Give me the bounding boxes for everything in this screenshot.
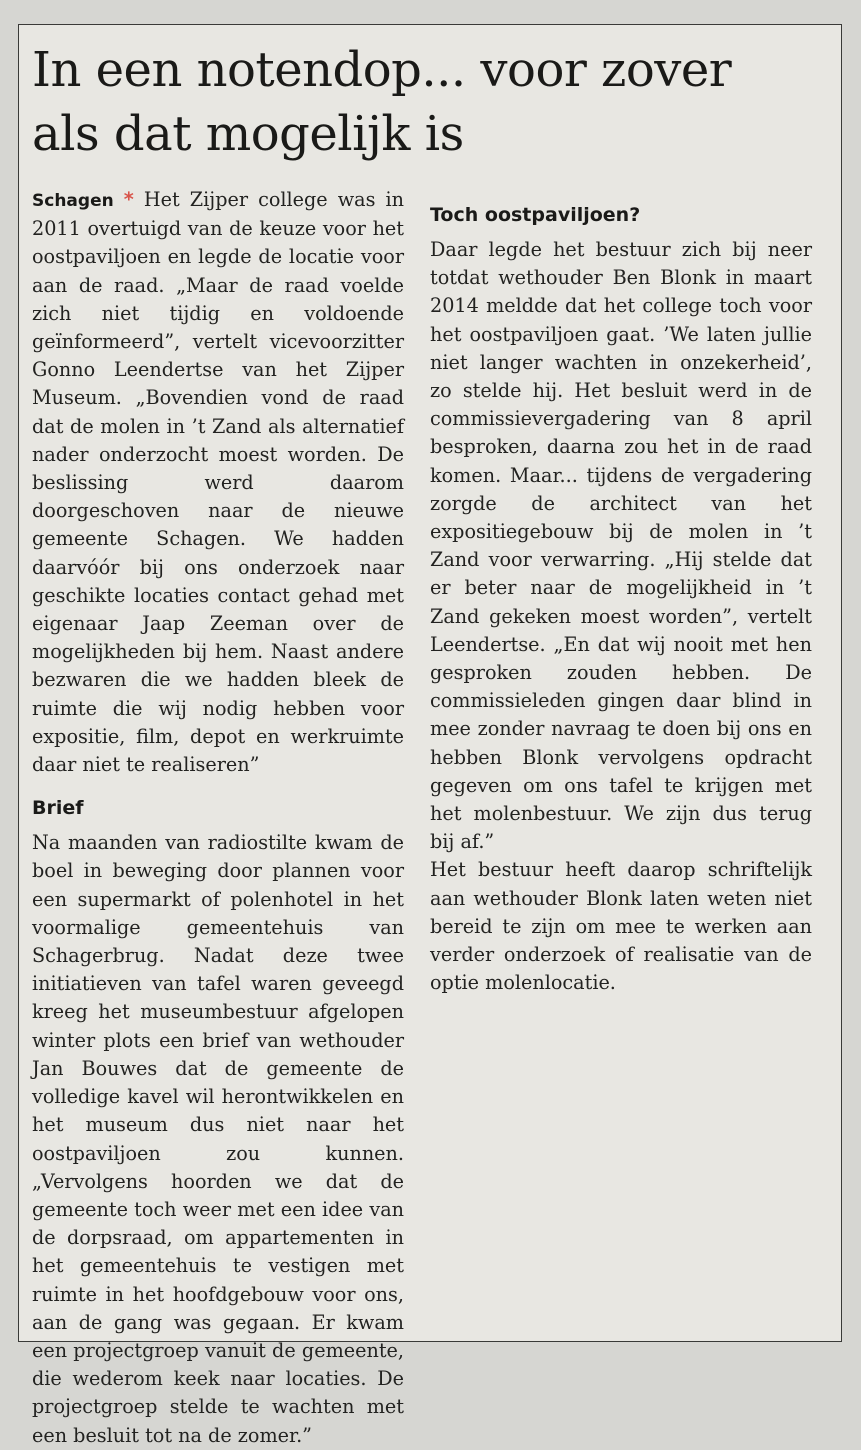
subhead-toch-oostpaviljoen: Toch oostpaviljoen? — [430, 204, 641, 226]
subhead-brief: Brief — [32, 797, 84, 820]
oostpaviljoen-paragraph-2: Het bestuur heeft daarop schriftelijk aan wethouder Blonk laten weten niet bereid te zijn om mee te werken aan verder onderzoek of realisatie van de optie molenlocatie. — [430, 858, 812, 995]
asterisk-icon: * — [123, 188, 134, 211]
intro-paragraph — [32, 186, 404, 779]
intro-text: Het Zijper college was in 2011 overtuigd van de keuze voor het oostpaviljoen en legde de locatie voor aan de raad. „Maar de raad voelde zich niet tijdig en voldoende geïnformeerd”, vertelt vicevoorzitter Gonno Leendertse van het Zijper Museum. „Bovendien vond de raad dat de molen in ’t Zand als alternatief nader onderzocht moest worden. De beslissing werd daarom doorgeschoven naar de nieuwe gemeente Schagen. We hadden daarvóór bij ons onderzoek naar geschikte locaties contact gehad met eigenaar Jaap Zeeman over de mogelijkheden bij hem. Naast andere bezwaren die we hadden bleek de ruimte die wij nodig hebben voor expositie, film, depot en werkruimte daar niet te realiseren” — [32, 188, 404, 777]
brief-paragraph: Na maanden van radiostilte kwam de boel in beweging door plannen voor een supermarkt of polenhotel in het voormalige gemeentehuis van Schagerbrug. Nadat deze twee initiatieven van tafel waren geveegd kreeg het museumbestuur afgelopen winter plots een brief van wethouder Jan Bouwes dat de gemeente de volledige kavel wil herontwikkelen en het museum dus niet naar het oostpaviljoen zou kunnen. „Vervolgens hoorden we dat de gemeente toch weer met een idee van de dorpsraad, om appartementen in het gemeentehuis te vestigen met ruimte in het hoofdgebouw voor ons, aan de gang was gegaan. Er kwam een projectgroep vanuit de gemeente, die wederom keek naar locaties. De projectgroep stelde te wachten met een besluit tot na de zomer.” — [32, 831, 404, 1447]
dateline: Schagen — [32, 191, 114, 211]
headline: In een notendop... voor zover als dat mogelijk is — [32, 42, 732, 162]
left-column — [32, 186, 404, 1450]
oostpaviljoen-paragraph-1: Daar legde het bestuur zich bij neer totdat wethouder Ben Blonk in maart 2014 meldde dat het college toch voor het oostpaviljoen gaat. ’We laten jullie niet langer wachten in onzekerheid’, zo stelde hij. Het besluit werd in de commissievergadering van 8 april besproken, daarna zou het in de raad komen. Maar... tijdens de vergadering zorgde de architect van het expositiegebouw bij de molen in ’t Zand voor verwarring. „Hij stelde dat er beter naar de mogelijkheid in ’t Zand gekeken moest worden”, vertelt Leendertse. „En dat wij nooit met hen gesproken zouden hebben. De commissieleden gingen daar blind in mee zonder navraag te doen bij ons en hebben Blonk vervolgens opdracht gegeven om ons tafel te krijgen met het molenbestuur. We zijn dus terug bij af.” — [430, 238, 812, 854]
right-column — [430, 186, 812, 997]
